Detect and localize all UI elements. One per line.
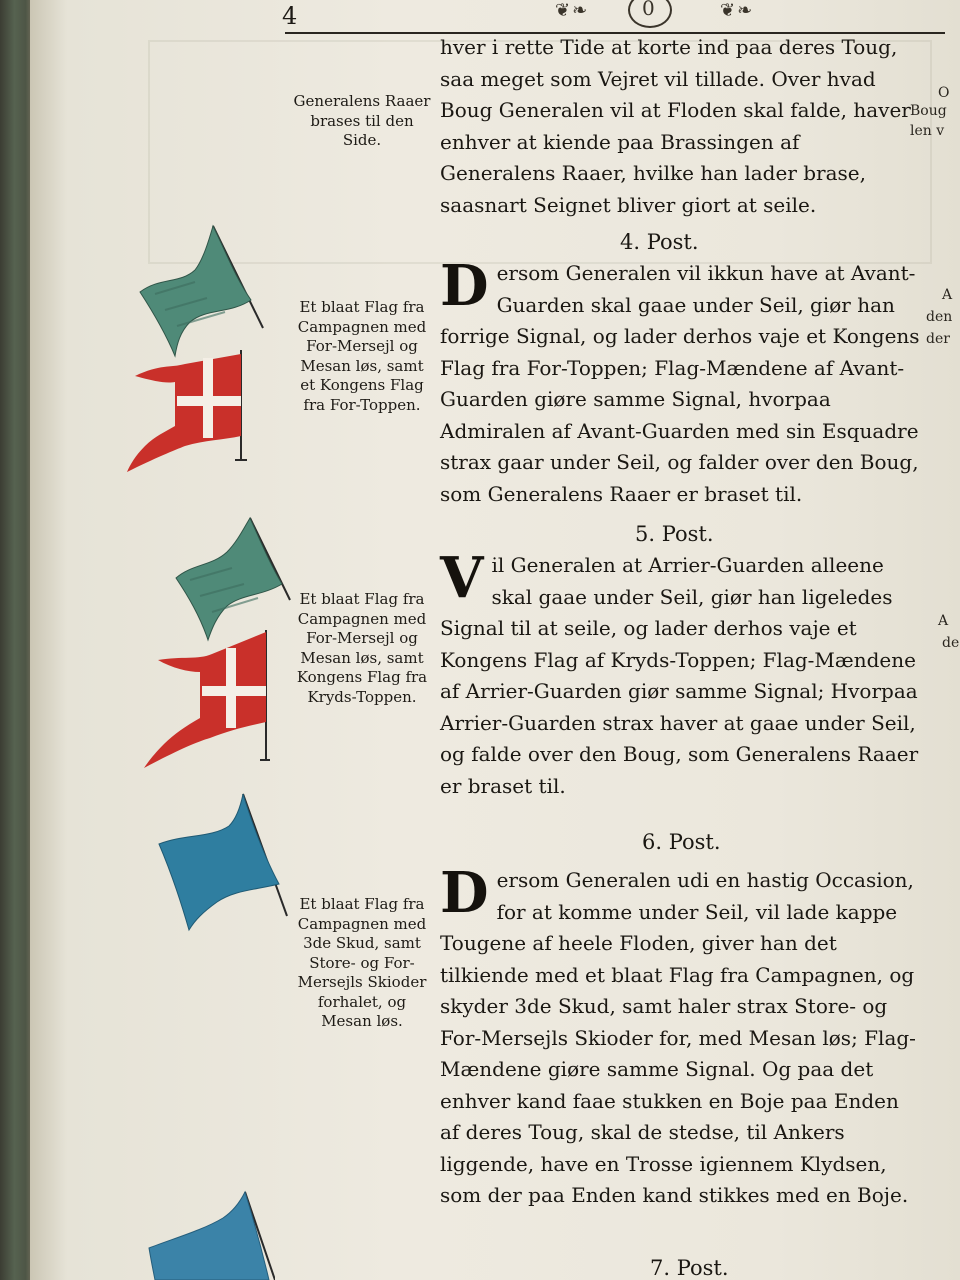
right-edge-fragment: O	[938, 85, 950, 101]
section-4-dropcap: D	[440, 253, 489, 319]
section-heading-7: 7. Post.	[650, 1256, 729, 1280]
section-heading-5: 5. Post.	[635, 522, 714, 546]
page-number: 4	[282, 2, 298, 30]
section-5-text: il Generalen at Arrier-Guarden alleene skal gaae under Seil, giør han ligeledes Signal til at seile, og lader derhos vaje et Kongens Flag af Kryds-Toppen; Flag-Mændene af Arrier-Guarden giør samme Signal; Hvorpaa Arrier-Guarden strax haver at gaae under Seil, og falde over den Boug, som Generalens Raaer er braset til.	[440, 553, 919, 798]
section-5-dropcap: V	[440, 545, 484, 611]
top-paragraph-text: hver i rette Tide at korte ind paa deres Toug, saa meget som Vejret vil tillade. Over hvad Boug Generalen vil at Floden skal falde, haver enhver at kiende paa Brassingen af Generalens Raaer, hvilke han lader brase, saasnart Seignet bliver giort at seile.	[440, 35, 911, 217]
section-heading-6: 6. Post.	[642, 830, 721, 854]
header-ornament-left: ❦❧	[555, 0, 590, 21]
margin-note-top: Generalens Raaer brases til den Side.	[293, 92, 431, 149]
blue-flag-icon	[155, 792, 290, 932]
section-6-dropcap: D	[440, 860, 489, 926]
book-spine	[0, 0, 32, 1280]
right-edge-fragment: len v	[910, 123, 945, 139]
section-4-body	[440, 253, 920, 510]
kongens-flag-icon	[125, 340, 255, 480]
section-4-text: ersom Generalen vil ikkun have at Avant-Guarden skal gaae under Seil, giør han forrige Signal, og lader derhos vaje et Kongens Flag fra For-Toppen; Flag-Mændene af Avant-Guarden giøre samme Signal, hvorpaa Admiralen af Avant-Guarden med sin Esquadre strax gaar under Seil, og falder over den Boug, som Generalens Raaer er braset til.	[440, 261, 920, 506]
right-edge-fragment: der	[926, 331, 950, 347]
kongens-flag-icon	[140, 626, 270, 776]
header-ornament-right: ❦❧	[720, 0, 755, 21]
section-5-margin-note: Et blaat Flag fra Campagnen med For-Mersejl og Mesan løs, samt Kongens Flag fra Kryds-Toppen.	[296, 590, 428, 706]
section-5-body	[440, 545, 920, 802]
book-page	[30, 0, 960, 1280]
section-6-text: ersom Generalen udi en hastig Occasion, for at komme under Seil, vil lade kappe Tougene af heele Floden, giver han det tilkiende med et blaat Flag fra Campagnen, og skyder 3de Skud, samt haler strax Store- og For-Mersejls Skioder for, med Mesan løs; Flag-Mændene giøre samme Signal. Og paa det enhver kand faae stukken en Boje paa Enden af deres Toug, skal de stedse, til Ankers liggende, have en Trosse igiennem Klydsen, som der paa Enden kand stikkes med en Boje.	[440, 868, 916, 1207]
header-center-number: 0	[642, 0, 657, 20]
section-6-margin-note: Et blaat Flag fra Campagnen med 3de Skud, samt Store- og For-Mersejls Skioder forhalet, og Mesan løs.	[297, 895, 427, 1030]
section-6-body	[440, 860, 920, 1212]
right-edge-fragment: Boug	[910, 103, 947, 119]
right-edge-fragment: den	[926, 309, 953, 325]
right-edge-fragment: A	[938, 613, 949, 629]
right-edge-fragment: A	[942, 287, 953, 303]
section-4-margin-note: Et blaat Flag fra Campagnen med For-Mersejl og Mesan løs, samt et Kongens Flag fra For-Toppen.	[297, 298, 427, 414]
right-edge-fragment: de	[942, 635, 960, 651]
blue-flag-icon	[145, 1190, 275, 1280]
top-paragraph	[440, 32, 920, 221]
section-heading-4: 4. Post.	[620, 230, 699, 254]
